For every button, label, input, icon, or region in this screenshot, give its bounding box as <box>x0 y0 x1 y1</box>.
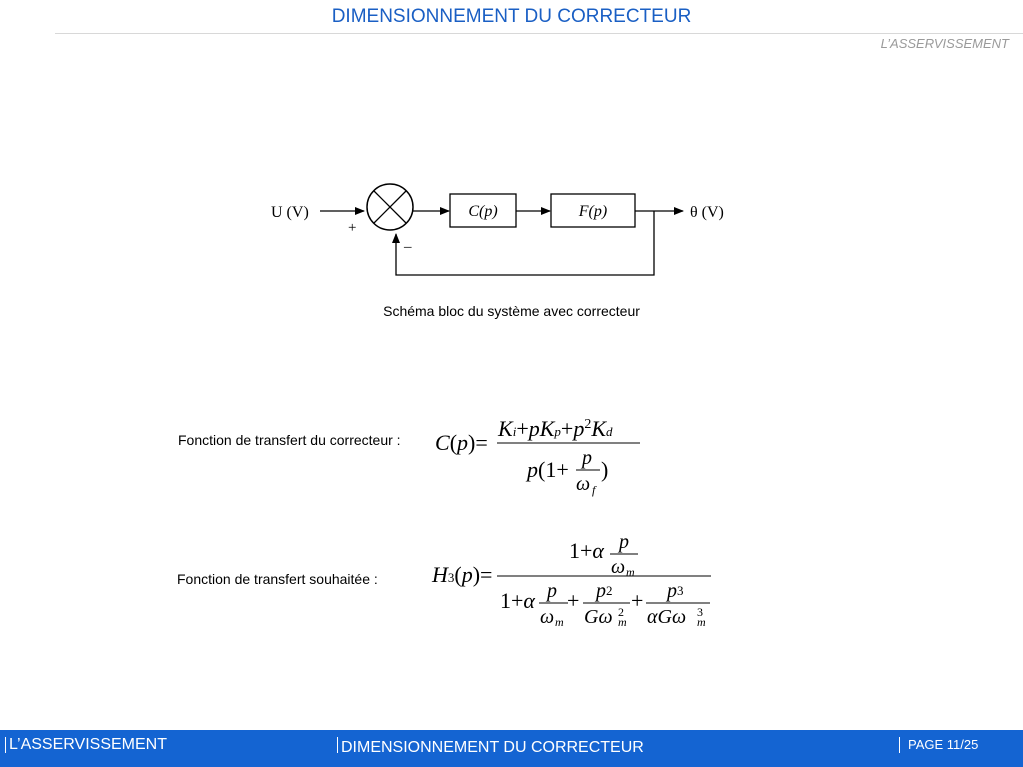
svg-text:m: m <box>618 615 627 629</box>
footer-separator <box>5 737 6 753</box>
svg-text:Gω: Gω <box>584 606 613 628</box>
desired-label: Fonction de transfert souhaitée : <box>177 571 378 587</box>
svg-text:1+α: 1+α <box>569 538 604 563</box>
svg-text:2: 2 <box>618 605 624 619</box>
plus-sign: + <box>348 220 357 236</box>
section-subtitle: L’ASSERVISSEMENT <box>880 36 1009 51</box>
svg-text:αGω: αGω <box>647 606 687 628</box>
svg-text:H3(p)=: H3(p)= <box>432 562 493 587</box>
desired-formula <box>431 531 711 629</box>
svg-text:ω: ω <box>611 556 626 578</box>
svg-text:p: p <box>547 580 557 602</box>
footer-separator <box>337 737 338 753</box>
svg-text:3: 3 <box>697 605 703 619</box>
svg-text:f: f <box>592 483 596 497</box>
output-label: θ (V) <box>690 204 724 221</box>
svg-text:ω: ω <box>540 606 555 628</box>
svg-text:m: m <box>555 615 564 629</box>
svg-text:p: p <box>582 447 592 469</box>
svg-text:p(1+: p(1+ <box>527 457 569 482</box>
input-label: U (V) <box>271 204 309 221</box>
corrector-formula <box>435 416 640 497</box>
footer-bar <box>0 730 1023 767</box>
svg-text:+: + <box>631 588 644 613</box>
svg-text:+: + <box>567 588 580 613</box>
svg-text:m: m <box>626 565 635 579</box>
diagram-caption: Schéma bloc du système avec correcteur <box>383 303 640 319</box>
minus-sign: – <box>404 239 412 255</box>
plant-block-label: F(p) <box>578 203 608 220</box>
svg-text:Ki+pKp+p2Kd: $Ki+pKp+p^2Kd$ <box>498 416 613 441</box>
svg-text:p: p <box>619 531 629 553</box>
svg-text:p3: p3 <box>667 580 684 602</box>
footer-separator <box>899 737 900 753</box>
corrector-label: Fonction de transfert du correcteur : <box>178 432 401 448</box>
svg-text:ω: ω <box>576 473 591 495</box>
corrector-block-label: C(p) <box>468 203 498 220</box>
footer-left-text: L’ASSERVISSEMENT <box>9 736 167 753</box>
svg-text:p2: p2 <box>596 580 613 602</box>
page-title: DIMENSIONNEMENT DU CORRECTEUR <box>331 6 692 27</box>
svg-text:): ) <box>601 457 609 482</box>
footer-center-text: DIMENSIONNEMENT DU CORRECTEUR <box>341 739 644 756</box>
svg-text:1+α: 1+α <box>500 588 535 613</box>
svg-text:m: m <box>697 615 706 629</box>
page-number: PAGE 11/25 <box>908 737 979 752</box>
svg-text:C(p)=: C(p)= <box>435 430 488 455</box>
